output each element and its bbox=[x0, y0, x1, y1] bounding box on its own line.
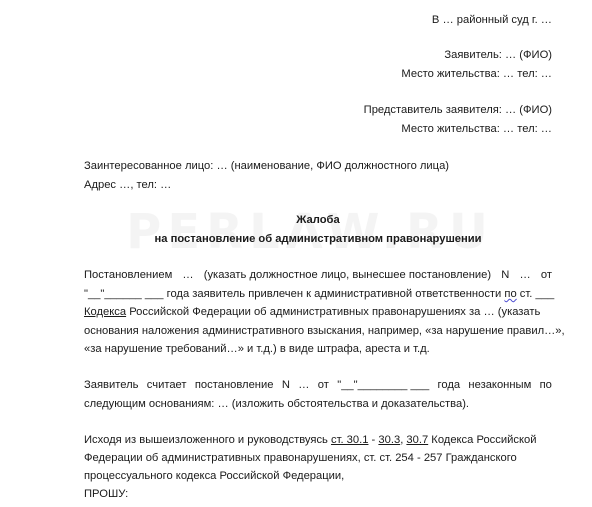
date-placeholder: "__"______ ___ bbox=[84, 288, 164, 300]
para1-line1: Постановлением … (указать должностное лицо, вынесшее постановление) N … от bbox=[84, 269, 552, 281]
para2-line1: Заявитель считает постановление N … от "__"________ ___ года незаконным по bbox=[84, 379, 552, 391]
para1-line4: основания наложения административного взыскания, например, «за нарушение правил…», bbox=[84, 325, 565, 337]
representative-line: Представитель заявителя: … (ФИО) bbox=[363, 104, 552, 116]
document-title: Жалоба bbox=[296, 214, 340, 226]
applicant-line: Заявитель: … (ФИО) bbox=[444, 49, 552, 61]
para3-line3: процессуального кодекса Российской Федерации, bbox=[84, 470, 345, 482]
prosu-heading: ПРОШУ: bbox=[84, 488, 129, 500]
article-30-3-link[interactable]: 30.3 bbox=[378, 434, 401, 446]
article-30-7-link[interactable]: 30.7 bbox=[406, 434, 429, 446]
para1-line3: Кодекса Российской Федерации об административных правонарушениях за … (указать bbox=[84, 306, 541, 318]
court-line: В … районный суд г. … bbox=[431, 14, 552, 26]
representative-address-line: Место жительства: … тел: … bbox=[401, 123, 552, 135]
date-placeholder: "__"________ ___ bbox=[337, 379, 430, 391]
interested-person-line: Заинтересованное лицо: … (наименование, ФИО должностного лица) bbox=[84, 160, 450, 172]
document-subtitle: на постановление об административном правонарушении bbox=[154, 233, 482, 245]
para1-line5: «за нарушение требований…» и т.д.) в виде штрафа, ареста и т.д. bbox=[84, 343, 430, 355]
applicant-address-line: Место жительства: … тел: … bbox=[401, 68, 552, 80]
para3-line2: Федерации об административных правонарушениях, ст. ст. 254 - 257 Гражданского bbox=[84, 452, 517, 464]
para2-line2: следующим основаниям: … (изложить обстоятельства и доказательства). bbox=[84, 398, 470, 410]
para1-line2: "__"______ ___ года заявитель привлечен к административной ответственности по ст. ___ bbox=[84, 288, 555, 300]
article-30-1-link[interactable]: ст. 30.1 bbox=[330, 434, 369, 446]
para3-line1: Исходя из вышеизложенного и руководствуясь ст. 30.1 - 30.3, 30.7 Кодекса Российской bbox=[84, 434, 537, 446]
interested-address-line: Адрес …, тел: … bbox=[84, 179, 172, 191]
